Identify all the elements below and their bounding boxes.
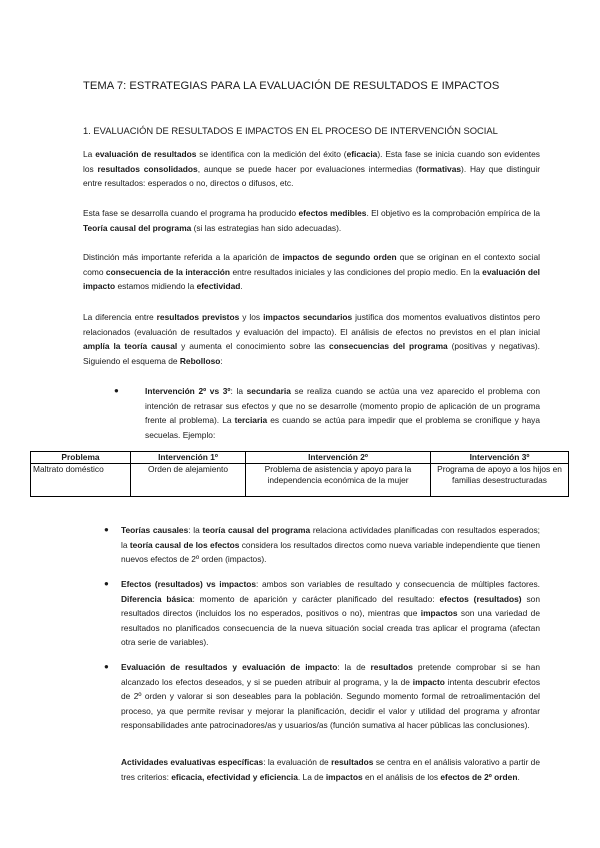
table-header-row — [31, 452, 569, 464]
bullet-marker: ● — [104, 662, 109, 671]
bullet-marker: ● — [104, 579, 109, 588]
bullet-teorias: Teorías causales: la teoría causal del programa relaciona actividades planificadas con resultados esperados; la teoría causal de los efectos considera los resultados directos como nueva variable independiente que tienen nuevos efectos de 2º orden (impactos). — [121, 525, 541, 565]
table-cell: Orden de alejamiento — [131, 464, 246, 497]
bullet-intervencion: Intervención 2º vs 3º: la secundaria se realiza cuando se actúa una vez aparecido el problema con intención de retrasar sus efectos y que no se desarrolle (momento propio de aplicación de un programa frente al problema). La terciaria es cuando se actúa para impedir que el problema se cronifique y haya secuelas. Ejemplo: — [145, 386, 540, 440]
paragraph-diferencia: La diferencia entre resultados previstos y los impactos secundarios justifica dos momentos evaluativos distintos pero relacionados (evaluación de resultados y evaluación del impacto). El análisis de efectos no previstos en el plan inicial amplía la teoría causal y aumenta el conocimiento sobre las consecuencias del programa (positivas y negativas). Siguiendo el esquema de Rebolloso: — [83, 312, 541, 366]
paragraph-distincion: Distinción más importante referida a la aparición de impactos de segundo orden que se originan en el contexto social como consecuencia de la interacción entre resultados iniciales y las condiciones del propio medio. En la evaluación del impacto estamos midiendo la efectividad. — [83, 252, 541, 292]
table-cell: Maltrato doméstico — [31, 464, 131, 497]
bullet-evaluacion: Evaluación de resultados y evaluación de impacto: la de resultados pretende comprobar si se han alcanzado los efectos deseados, y si se pueden atribuir al programa, y la de impacto intenta descubrir efectos de 2º orden y valorar si son deseables para la población. Segundo momento formal de retroalimentación del proceso, ya que permite revisar y mejorar la planificación, decidir el valor y utilidad del programa y afrontar responsabilidades ante patrocinadores/as y usuarios/as (función sumativa al hacer públicas las conclusiones). — [121, 662, 541, 731]
table-cell: Programa de apoyo a los hijos en familias desestructuradas — [431, 464, 569, 497]
table-header: Intervención 3º — [431, 452, 569, 464]
table-row — [31, 464, 569, 497]
bullet-marker: ● — [104, 525, 109, 534]
table-header: Problema — [31, 452, 131, 464]
paragraph-resultados: La evaluación de resultados se identifica con la medición del éxito (eficacia). Esta fase se inicia cuando son evidentes los resultados consolidados, aunque se puede hacer por evaluaciones intermedias (formativas). Hay que distinguir entre resultados: esperados o no, directos o difusos, etc. — [83, 149, 540, 189]
section-heading: 1. EVALUACIÓN DE RESULTADOS E IMPACTOS EN EL PROCESO DE INTERVENCIÓN SOCIAL — [83, 125, 498, 136]
table-header: Intervención 2º — [246, 452, 431, 464]
bullet-efectos: Efectos (resultados) vs impactos: ambos son variables de resultado y consecuencia de múltiples factores. Diferencia básica: momento de aparición y carácter planificado del resultado: efectos (resultados) son resultados directos (incluidos los no esperados, positivos o no), mientras que impactos son una variedad de resultados no planificados consecuencia de la nueva situación social creada tras aplicar el programa (afectan otra serie de variables). — [121, 579, 541, 648]
table-header: Intervención 1º — [131, 452, 246, 464]
document-title: TEMA 7: ESTRATEGIAS PARA LA EVALUACIÓN DE RESULTADOS E IMPACTOS — [83, 80, 500, 92]
bullet-marker: ● — [114, 386, 119, 395]
paragraph-actividades: Actividades evaluativas específicas: la evaluación de resultados se centra en el análisis valorativo a partir de tres criterios: eficacia, efectividad y eficiencia. La de impactos en el análisis de los efectos de 2º orden. — [121, 757, 540, 782]
table-cell: Problema de asistencia y apoyo para la independencia económica de la mujer — [246, 464, 431, 497]
paragraph-fase: Esta fase se desarrolla cuando el programa ha producido efectos medibles. El objetivo es la comprobación empírica de la Teoría causal del programa (si las estrategias han sido adecuadas). — [83, 208, 540, 233]
intervention-table — [30, 451, 569, 497]
